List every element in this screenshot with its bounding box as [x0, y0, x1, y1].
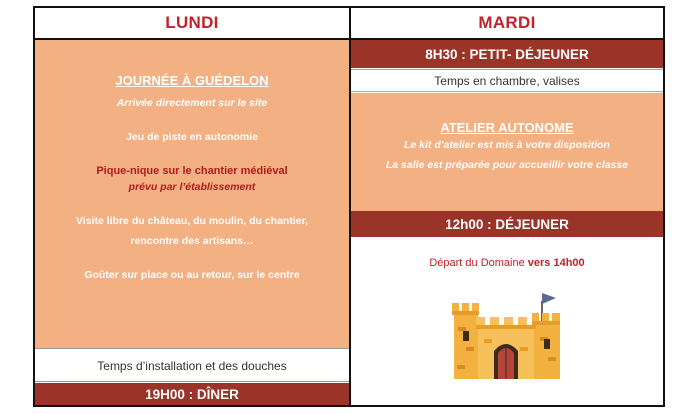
picnic-note: prévu par l’établissement: [128, 181, 256, 193]
workshop-block: [351, 93, 663, 211]
departure-time: vers 14h00: [527, 257, 585, 269]
workshop-title: ATELIER AUTONOME: [440, 120, 574, 135]
monday-activities: [35, 40, 349, 349]
lunch-bar: [351, 211, 663, 237]
departure-text: [429, 257, 584, 269]
breakfast-text: 8H30 : PETIT- DÉJEUNER: [425, 46, 589, 62]
dinner-bar: [35, 383, 349, 405]
breakfast-bar: [351, 40, 663, 68]
snack-text: Goûter sur place ou au retour, sur le centre: [84, 269, 300, 281]
visit-line-1: Visite libre du château, du moulin, du chantier,: [75, 215, 308, 227]
workshop-line-2: La salle est préparée pour accueillir votre classe: [385, 159, 629, 171]
game-text: Jeu de piste en autonomie: [126, 131, 258, 143]
departure-prefix: Départ du Domaine: [429, 257, 528, 269]
arrival-text: Arrivée directement sur le site: [116, 97, 268, 109]
tuesday-header: MARDI: [478, 13, 536, 32]
guedelon-title: JOURNÉE À GUÉDELON: [115, 73, 269, 88]
lunch-text: 12h00 : DÉJEUNER: [445, 216, 569, 232]
workshop-line-1: Le kit d’atelier est mis à votre disposition: [404, 139, 610, 151]
dinner-text: 19H00 : DÎNER: [145, 386, 239, 402]
departure-block: [351, 237, 663, 405]
install-text: Temps d’installation et des douches: [97, 358, 287, 373]
schedule-table: [33, 6, 665, 407]
room-time-row: [351, 69, 663, 92]
monday-header: LUNDI: [165, 13, 219, 32]
visit-line-2: rencontre des artisans…: [130, 235, 254, 247]
picnic-text: Pique-nique sur le chantier médiéval: [96, 165, 288, 177]
castle-icon: [448, 291, 566, 381]
install-row: [35, 350, 349, 382]
room-time-text: Temps en chambre, valises: [434, 73, 580, 88]
